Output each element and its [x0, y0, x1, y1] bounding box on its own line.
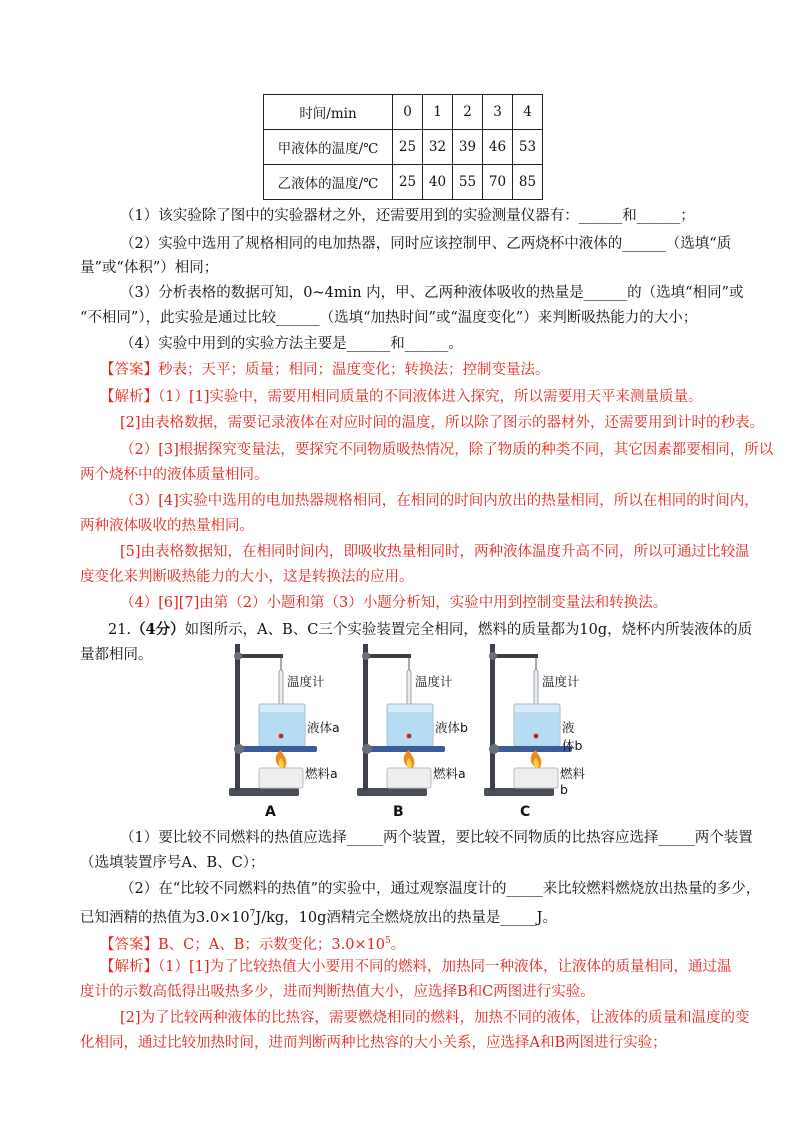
q21-explanation-2: [2]为了比较两种液体的比热容，需要燃烧相同的燃料，加热不同的液体，让液体的质量和温度的变	[120, 1010, 750, 1026]
clamp-arm	[490, 654, 538, 658]
q20-explanation-3-cont: 两个烧杯中的液体质量相同。	[80, 467, 269, 483]
apparatus-setup	[229, 644, 317, 796]
support-gauze	[239, 746, 317, 752]
liquid	[515, 712, 559, 745]
ring-clamp	[234, 744, 244, 754]
q20-explanation-2: [2]由表格数据，需要记录液体在对应时间的温度，所以除了图示的器材外，还需要用到计时的秒表。	[120, 415, 765, 431]
q21-answer-end: 。	[390, 936, 406, 953]
table-row	[264, 165, 543, 200]
burner	[259, 768, 303, 788]
table-cell: 85	[513, 165, 543, 200]
stand-rod	[363, 644, 368, 790]
thermometer-bulb	[407, 734, 412, 739]
stand-rod	[235, 644, 240, 790]
clamp-arm	[235, 654, 283, 658]
thermometer-label: 温度计	[542, 674, 580, 689]
table-cell: 乙液体的温度/℃	[264, 165, 393, 200]
exponent: 7	[249, 909, 256, 919]
thermometer-label: 温度计	[415, 674, 453, 689]
liquid-label: 液体b	[435, 720, 468, 735]
support-gauze	[367, 746, 445, 752]
table-cell: 70	[483, 165, 513, 200]
fuel-label: 燃料a	[305, 766, 338, 781]
setup-letter: B	[393, 804, 404, 820]
q20-explanation-5-cont: 度变化来判断吸热能力的大小，这是转换法的应用。	[80, 569, 414, 585]
q20-part3-cont: “不相同”），此实验是通过比较______（选填“加热时间”或“温度变化”）来判断吸热能力的大小；	[80, 310, 698, 326]
q21-part2: （2）在“比较不同燃料的热值”的实验中，通过观察温度计的_____来比较燃料燃烧放出热量的多少，	[120, 881, 761, 897]
temperature-table	[263, 94, 543, 200]
clamp-arm	[363, 654, 411, 658]
q20-part2: （2）实验中选用了规格相同的电加热器，同时应该控制甲、乙两烧杯中液体的______（选填“质	[120, 236, 732, 252]
table-cell: 甲液体的温度/℃	[264, 130, 393, 165]
q20-part4: （4）实验中用到的实验方法主要是______和______。	[120, 336, 463, 352]
q21-answer	[100, 931, 405, 955]
table-header-row	[264, 95, 543, 130]
q20-explanation-5: [5]由表格数据知，在相同时间内，即吸收热量相同时，两种液体温度升高不同，所以可通过比较温	[120, 544, 750, 560]
thermometer-bulb	[279, 734, 284, 739]
burner	[514, 768, 558, 788]
table-cell: 2	[453, 95, 483, 130]
q21-part2-text-end: J/kg，10g酒精完全燃烧放出的热量是_____J。	[255, 909, 557, 926]
table-row	[264, 130, 543, 165]
setup-letter: C	[520, 804, 531, 820]
q20-explanation-1: 【解析】（1）[1]实验中，需要用相同质量的不同液体进入探究，所以需要用天平来测量质量。	[100, 389, 703, 405]
table-cell: 32	[423, 130, 453, 165]
burner	[387, 768, 431, 788]
exponent: 5	[385, 936, 391, 946]
q20-answer: 【答案】秒表；天平；质量；相同；温度变化；转换法；控制变量法。	[100, 362, 550, 378]
thermometer-label: 温度计	[287, 674, 325, 689]
liquid	[388, 712, 432, 745]
q21-part1-cont: （选填装置序号A、B、C）；	[80, 855, 265, 871]
q20-explanation-6: （4）[6][7]由第（2）小题和第（3）小题分析知，实验中用到控制变量法和转换法。	[120, 595, 668, 611]
q20-part2-cont: 量”或“体积”）相同；	[80, 260, 219, 276]
q21-stem-cont: 量都相同。	[80, 647, 153, 663]
setup-letter: A	[265, 804, 276, 820]
apparatus-setup	[484, 644, 572, 796]
q20-explanation-3: （2）[3]根据探究变量法，要探究不同物质吸热情况，除了物质的种类不同，其它因素都要相同，所以	[120, 442, 774, 458]
q21-explanation-2-cont: 化相同，通过比较加热时间，进而判断两种比热容的大小关系，应选择A和B两图进行实验；	[80, 1035, 667, 1051]
q21-part1: （1）要比较不同燃料的热值应选择_____两个装置，要比较不同物质的比热容应选择_____两个装置	[120, 830, 753, 846]
question-score: （4分）	[131, 621, 185, 638]
q20-part3: （3）分析表格的数据可知，0~4min 内，甲、乙两种液体吸收的热量是______的（选填“相同”或	[120, 285, 744, 301]
table-cell: 时间/min	[264, 95, 393, 130]
q21-stem	[108, 620, 752, 640]
fuel-label: 燃料b	[560, 766, 586, 797]
q20-part1: （1）该实验除了图中的实验器材之外，还需要用到的实验测量仪器有：______和______；	[120, 208, 695, 224]
table-cell: 1	[423, 95, 453, 130]
apparatus-illustration	[225, 640, 585, 820]
ring-clamp	[489, 744, 499, 754]
ring-clamp	[362, 744, 372, 754]
clamp-knob	[489, 652, 497, 660]
table-cell: 3	[483, 95, 513, 130]
table-cell: 25	[393, 165, 423, 200]
clamp-knob	[362, 652, 370, 660]
apparatus-setup	[357, 644, 445, 796]
table-cell: 55	[453, 165, 483, 200]
table-cell: 4	[513, 95, 543, 130]
support-gauze	[494, 746, 572, 752]
fuel-label: 燃料a	[433, 766, 466, 781]
table-cell: 0	[393, 95, 423, 130]
table-cell: 40	[423, 165, 453, 200]
q21-part2-text: 已知酒精的热值为3.0×10	[80, 909, 250, 926]
q21-part2-cont	[80, 904, 557, 928]
table-cell: 25	[393, 130, 423, 165]
liquid-label: 液体a	[307, 720, 340, 735]
q20-explanation-4-cont: 两种液体吸收的热量相同。	[80, 518, 254, 534]
apparatus-figure	[225, 640, 585, 820]
q21-explanation-1-cont: 度计的示数高低得出吸热多少，进而判断热值大小，应选择B和C两图进行实验。	[80, 984, 595, 1000]
table-cell: 53	[513, 130, 543, 165]
q21-explanation-1: 【解析】（1）[1]为了比较热值大小要用不同的燃料，加热同一种液体，让液体的质量相同，通过温	[100, 959, 732, 975]
thermometer-bulb	[534, 734, 539, 739]
q21-stem-text: 如图所示，A、B、C三个实验装置完全相同，燃料的质量都为10g，烧杯内所装液体的质	[184, 622, 753, 638]
liquid-label: 液体b	[562, 720, 583, 753]
q20-explanation-4: （3）[4]实验中选用的电加热器规格相同，在相同的时间内放出的热量相同，所以在相同的时间内，	[120, 493, 759, 509]
liquid	[260, 712, 304, 745]
table-cell: 46	[483, 130, 513, 165]
stand-rod	[490, 644, 495, 790]
q21-answer-text: 【答案】B、C；A、B；示数变化；3.0×10	[100, 936, 386, 953]
table-cell: 39	[453, 130, 483, 165]
question-number: 21.	[108, 622, 132, 638]
clamp-knob	[234, 652, 242, 660]
